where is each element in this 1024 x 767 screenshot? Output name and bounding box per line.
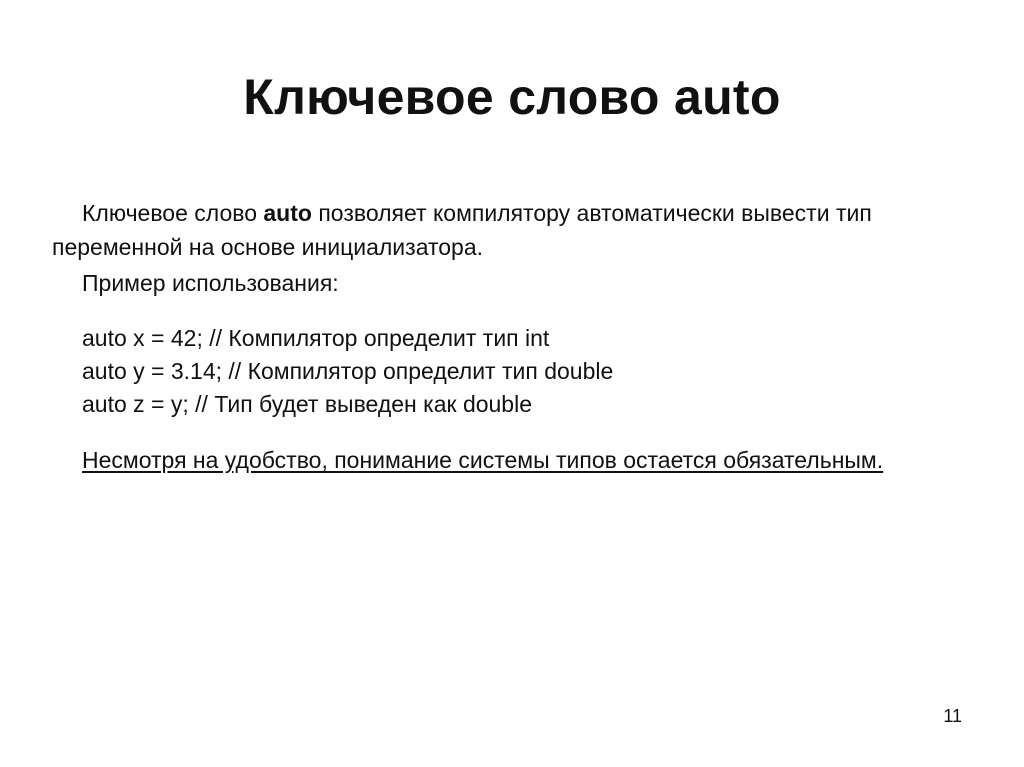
code-line: auto z = y; // Тип будет выведен как double [82, 391, 533, 417]
slide-body [52, 196, 972, 477]
intro-text-after: позволяет компилятору автоматически вывести тип переменной на основе инициализатора. [52, 200, 872, 260]
code-line: auto x = 42; // Компилятор определит тип int [82, 325, 550, 351]
note-text: Несмотря на удобство, понимание системы типов остается обязательным. [82, 447, 884, 473]
code-line: auto y = 3.14; // Компилятор определит тип double [82, 358, 614, 384]
slide-title: Ключевое слово auto [243, 69, 781, 125]
example-label: Пример использования: [82, 270, 339, 296]
page-number: 11 [943, 706, 962, 726]
intro-text-before: Ключевое слово [82, 200, 264, 226]
intro-keyword: auto [263, 200, 312, 226]
intro-paragraph [52, 196, 972, 264]
